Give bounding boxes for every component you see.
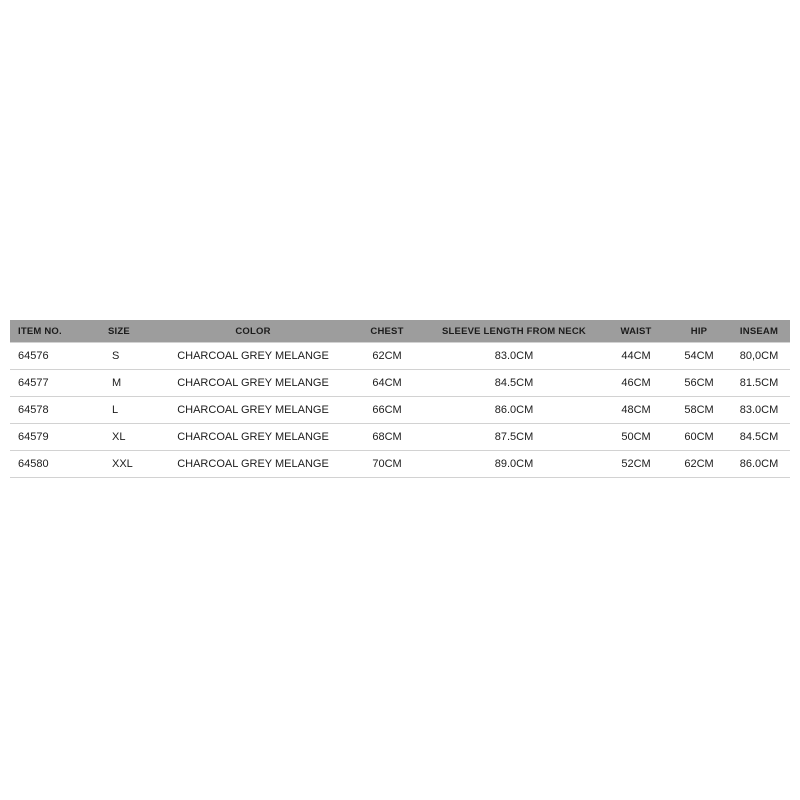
cell-inseam: 86.0CM (728, 451, 790, 478)
cell-item-no: 64577 (10, 370, 96, 397)
table-header-row (10, 320, 790, 343)
table-row (10, 397, 790, 424)
cell-color: CHARCOAL GREY MELANGE (158, 343, 348, 370)
column-header-inseam: INSEAM (728, 320, 790, 343)
table-header (10, 320, 790, 343)
table-body (10, 343, 790, 478)
cell-size: L (96, 397, 158, 424)
cell-chest: 64CM (348, 370, 426, 397)
table-row (10, 451, 790, 478)
cell-item-no: 64578 (10, 397, 96, 424)
cell-hip: 58CM (670, 397, 728, 424)
cell-inseam: 81.5CM (728, 370, 790, 397)
column-header-waist: WAIST (602, 320, 670, 343)
cell-sleeve-length: 87.5CM (426, 424, 602, 451)
cell-chest: 62CM (348, 343, 426, 370)
cell-waist: 48CM (602, 397, 670, 424)
cell-waist: 50CM (602, 424, 670, 451)
cell-waist: 46CM (602, 370, 670, 397)
cell-waist: 44CM (602, 343, 670, 370)
cell-color: CHARCOAL GREY MELANGE (158, 397, 348, 424)
cell-chest: 66CM (348, 397, 426, 424)
column-header-sleeve-length: SLEEVE LENGTH FROM NECK (426, 320, 602, 343)
size-chart-table (10, 320, 790, 478)
cell-sleeve-length: 86.0CM (426, 397, 602, 424)
table-row (10, 370, 790, 397)
table-row (10, 343, 790, 370)
cell-size: XL (96, 424, 158, 451)
cell-hip: 54CM (670, 343, 728, 370)
cell-hip: 56CM (670, 370, 728, 397)
cell-sleeve-length: 84.5CM (426, 370, 602, 397)
column-header-chest: CHEST (348, 320, 426, 343)
cell-sleeve-length: 89.0CM (426, 451, 602, 478)
column-header-size: SIZE (96, 320, 158, 343)
cell-color: CHARCOAL GREY MELANGE (158, 370, 348, 397)
cell-inseam: 84.5CM (728, 424, 790, 451)
cell-item-no: 64580 (10, 451, 96, 478)
cell-item-no: 64576 (10, 343, 96, 370)
cell-hip: 62CM (670, 451, 728, 478)
cell-inseam: 80,0CM (728, 343, 790, 370)
cell-inseam: 83.0CM (728, 397, 790, 424)
cell-waist: 52CM (602, 451, 670, 478)
cell-size: XXL (96, 451, 158, 478)
column-header-item-no: ITEM NO. (10, 320, 96, 343)
cell-color: CHARCOAL GREY MELANGE (158, 451, 348, 478)
size-chart-container (10, 320, 790, 478)
cell-hip: 60CM (670, 424, 728, 451)
cell-item-no: 64579 (10, 424, 96, 451)
cell-color: CHARCOAL GREY MELANGE (158, 424, 348, 451)
cell-sleeve-length: 83.0CM (426, 343, 602, 370)
column-header-hip: HIP (670, 320, 728, 343)
cell-chest: 68CM (348, 424, 426, 451)
table-row (10, 424, 790, 451)
cell-size: S (96, 343, 158, 370)
column-header-color: COLOR (158, 320, 348, 343)
cell-chest: 70CM (348, 451, 426, 478)
cell-size: M (96, 370, 158, 397)
